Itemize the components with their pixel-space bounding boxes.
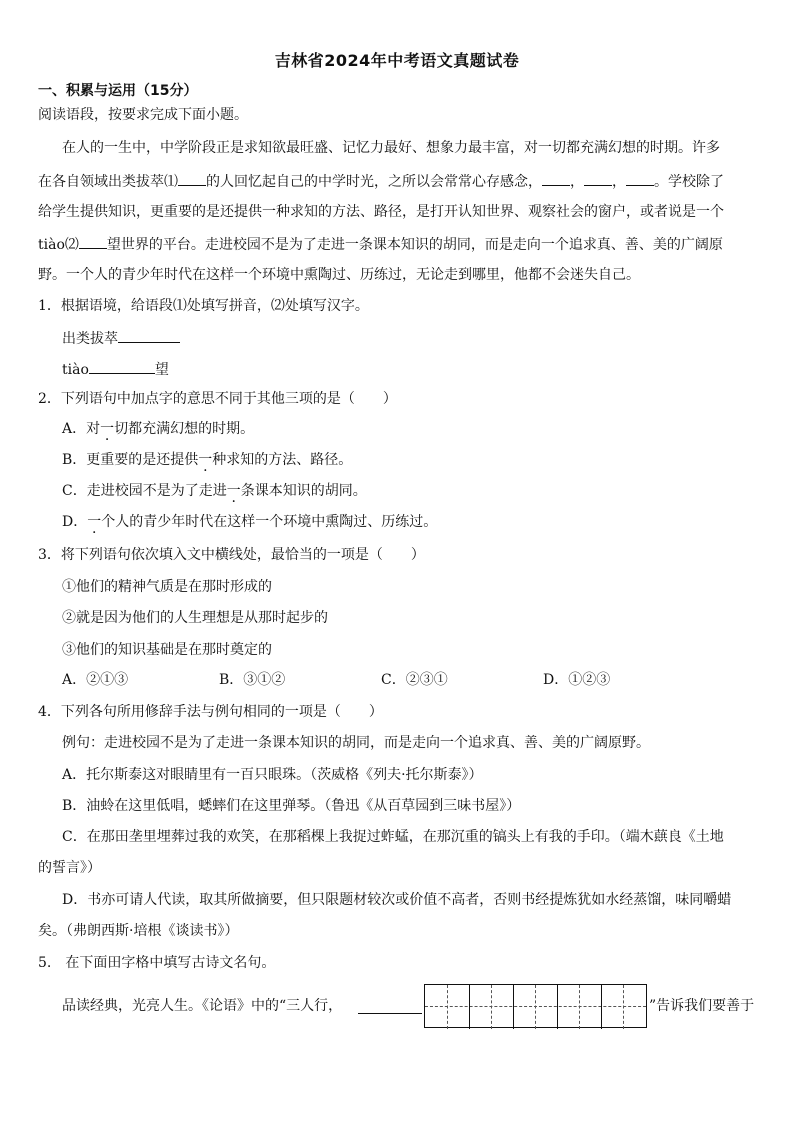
q3-sentence-2: ②就是因为他们的人生理想是从那时起步的 [62, 610, 328, 626]
q1-answer-a[interactable] [118, 327, 180, 343]
q4-option-d-cont: 矣。（弗朗西斯·培根《谈读书》） [38, 923, 239, 939]
q5-line-post: ”告诉我们要善于 [649, 998, 755, 1014]
q3-option-a[interactable]: A．②①③ [62, 672, 129, 688]
q4-option-a[interactable]: A．托尔斯泰这对眼睛里有一百只眼珠。（茨威格《列夫·托尔斯泰》） [62, 767, 483, 783]
passage-line-5: 野。一个人的青少年时代在这样一个环境中熏陶过、历练过，无论走到哪里，他都不会迷失自己。 [38, 267, 640, 283]
q2-stem: 2．下列语句中加点字的意思不同于其他三项的是（ ） [38, 391, 397, 407]
q1-item-b: tiào 望 [62, 358, 169, 380]
q5-line-pre: 品读经典，光亮人生。《论语》中的“三人行， [62, 998, 343, 1014]
blank-1[interactable] [178, 170, 206, 186]
q4-option-c-cont: 的誓言》） [38, 860, 101, 876]
passage-line-3: 给学生提供知识，更重要的是还提供一种求知的方法、路径，是打开认知世界、观察社会的窗户，或者说是一个 [38, 204, 724, 220]
blank-b[interactable] [584, 170, 612, 186]
section-heading: 一、积累与运用（15分） [38, 83, 198, 99]
q3-sentence-3: ③他们的知识基础是在那时奠定的 [62, 642, 272, 658]
passage-line-1: 在人的一生中，中学阶段正是求知欲最旺盛、记忆力最好、想象力最丰富，对一切都充满幻想的时期。许多 [62, 140, 720, 156]
q4-option-b[interactable]: B．油蛉在这里低唱，蟋蟀们在这里弹琴。（鲁迅《从百草园到三味书屋》） [62, 798, 521, 814]
q2-option-b[interactable]: B．更重要的是还提供一种求知的方法、路径。 [62, 452, 353, 468]
reading-instruction: 阅读语段，按要求完成下面小题。 [38, 107, 248, 123]
passage-line-4: tiào⑵ 望世界的平台。走进校园不是为了走进一条课本知识的胡同，而是走向一个追求真、善、美的广阔原 [38, 233, 723, 255]
q3-sentence-1: ①他们的精神气质是在那时形成的 [62, 579, 272, 595]
q1-stem: 1．根据语境，给语段⑴处填写拼音，⑵处填写汉字。 [38, 298, 369, 314]
q5-underline-blank[interactable] [358, 998, 422, 1014]
q5-stem: 5. 在下面田字格中填写古诗文名句。 [38, 955, 276, 971]
q3-stem: 3．将下列语句依次填入文中横线处，最恰当的一项是（ ） [38, 547, 425, 563]
q1-answer-b[interactable] [89, 358, 155, 374]
blank-c[interactable] [626, 170, 654, 186]
q3-option-d[interactable]: D．①②③ [543, 672, 611, 688]
page-title: 吉林省2024年中考语文真题试卷 [274, 51, 520, 70]
q4-stem: 4．下列各句所用修辞手法与例句相同的一项是（ ） [38, 704, 383, 720]
q3-option-b[interactable]: B．③①② [219, 672, 286, 688]
q3-option-c[interactable]: C．②③① [381, 672, 448, 688]
q4-option-c[interactable]: C．在那田垄里埋葬过我的欢笑，在那稻棵上我捉过蚱蜢，在那沉重的镐头上有我的手印。（端木蕻良《土地 [62, 829, 724, 845]
q2-option-c[interactable]: C．走进校园不是为了走进一条课本知识的胡同。 [62, 483, 367, 499]
tianzige-grid[interactable] [424, 984, 647, 1028]
q2-option-a[interactable]: A．对一切都充满幻想的时期。 [62, 421, 255, 437]
blank-2[interactable] [79, 233, 107, 249]
q2-option-d[interactable]: D．一个人的青少年时代在这样一个环境中熏陶过、历练过。 [62, 514, 438, 530]
q4-example: 例句：走进校园不是为了走进一条课本知识的胡同，而是走向一个追求真、善、美的广阔原野。 [62, 735, 650, 751]
q4-option-d[interactable]: D．书亦可请人代读，取其所做摘要，但只限题材较次或价值不高者，否则书经提炼犹如水经蒸馏，味同嚼蜡 [62, 892, 732, 908]
q1-item-a: 出类拔萃 [62, 327, 180, 349]
passage-line-2: 在各自领域出类拔萃⑴ 的人回忆起自己的中学时光，之所以会常常心存感念， ， ， 。学校除了 [38, 170, 724, 192]
blank-a[interactable] [542, 170, 570, 186]
